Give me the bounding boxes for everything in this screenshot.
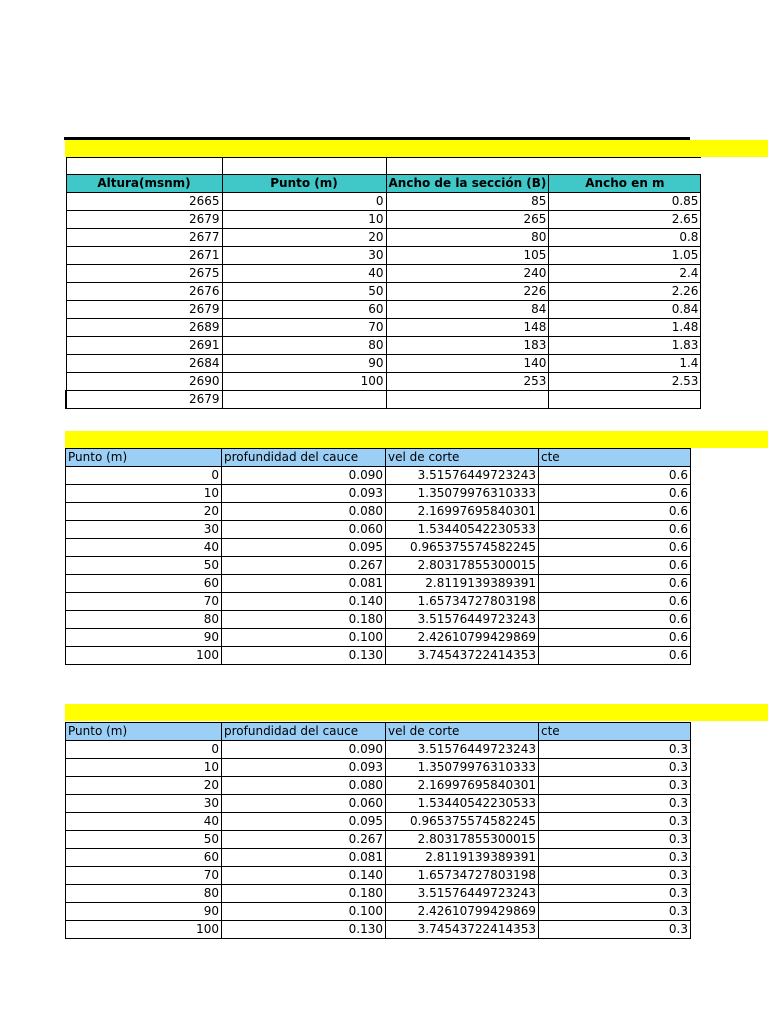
cell: 0.095 bbox=[222, 813, 386, 831]
cell: 10 bbox=[66, 485, 222, 503]
cell: 50 bbox=[66, 557, 222, 575]
cell: 2691 bbox=[66, 337, 222, 355]
table-row bbox=[66, 283, 701, 301]
table-row bbox=[66, 831, 691, 849]
cell: 2684 bbox=[66, 355, 222, 373]
cell: 2676 bbox=[66, 283, 222, 301]
cell: 2679 bbox=[66, 301, 222, 319]
blank-row bbox=[66, 158, 701, 175]
table-row bbox=[66, 593, 691, 611]
table-row bbox=[66, 795, 691, 813]
cell: 2675 bbox=[66, 265, 222, 283]
cell: 20 bbox=[66, 777, 222, 795]
cell: 0.100 bbox=[222, 629, 386, 647]
cell: 2.8119139389391 bbox=[386, 849, 539, 867]
cell: 30 bbox=[66, 521, 222, 539]
table-row bbox=[66, 557, 691, 575]
cell: 2.53 bbox=[549, 373, 701, 391]
cell: 0.3 bbox=[539, 741, 691, 759]
cell: 10 bbox=[222, 211, 386, 229]
cell: 3.51576449723243 bbox=[386, 741, 539, 759]
table-row bbox=[66, 355, 701, 373]
header-cell: Punto (m) bbox=[222, 175, 386, 193]
table-row bbox=[66, 503, 691, 521]
highlight-bar-2 bbox=[65, 431, 768, 448]
cell: 0.267 bbox=[222, 557, 386, 575]
table-row bbox=[66, 629, 691, 647]
cell: 60 bbox=[222, 301, 386, 319]
table-row bbox=[66, 647, 691, 665]
cell: 0.3 bbox=[539, 903, 691, 921]
cell: 0.140 bbox=[222, 593, 386, 611]
table-row bbox=[66, 885, 691, 903]
cell: 0.140 bbox=[222, 867, 386, 885]
header-cell: Ancho de la sección (B) bbox=[386, 175, 549, 193]
cell: 40 bbox=[222, 265, 386, 283]
header-row bbox=[66, 449, 691, 467]
cell: 0.6 bbox=[539, 539, 691, 557]
cell: 2.4 bbox=[549, 265, 701, 283]
table-row bbox=[66, 337, 701, 355]
table-vel-corte-03 bbox=[65, 722, 691, 939]
cell: 1.35079976310333 bbox=[386, 485, 539, 503]
cell: 0.080 bbox=[222, 777, 386, 795]
table-row bbox=[66, 229, 701, 247]
cell: 0.6 bbox=[539, 575, 691, 593]
cell: 3.74543722414353 bbox=[386, 647, 539, 665]
cell: 2690 bbox=[66, 373, 222, 391]
table-altura bbox=[65, 157, 701, 409]
header-cell: Ancho en m bbox=[549, 175, 701, 193]
cell: 2.16997695840301 bbox=[386, 777, 539, 795]
header-cell: vel de corte bbox=[386, 449, 539, 467]
cell: 1.53440542230533 bbox=[386, 521, 539, 539]
cell: 148 bbox=[386, 319, 549, 337]
cell: 0.080 bbox=[222, 503, 386, 521]
cell: 2.16997695840301 bbox=[386, 503, 539, 521]
cell: 10 bbox=[66, 759, 222, 777]
cell: 2677 bbox=[66, 229, 222, 247]
cell: 0.6 bbox=[539, 467, 691, 485]
cell: 50 bbox=[222, 283, 386, 301]
cell: 3.51576449723243 bbox=[386, 611, 539, 629]
cell: 0.180 bbox=[222, 611, 386, 629]
cell: 0.84 bbox=[549, 301, 701, 319]
cell: 1.65734727803198 bbox=[386, 593, 539, 611]
table-row bbox=[66, 759, 691, 777]
cell: 0.6 bbox=[539, 629, 691, 647]
table-row bbox=[66, 867, 691, 885]
table-row bbox=[66, 741, 691, 759]
cell: 2679 bbox=[66, 211, 222, 229]
table-row bbox=[66, 485, 691, 503]
table-body bbox=[66, 193, 701, 391]
cell: 0.6 bbox=[539, 647, 691, 665]
cell: 0.090 bbox=[222, 741, 386, 759]
cell: 100 bbox=[66, 921, 222, 939]
header-cell: profundidad del cauce bbox=[222, 723, 386, 741]
cell: 2665 bbox=[66, 193, 222, 211]
cell: 80 bbox=[386, 229, 549, 247]
cell: 0.3 bbox=[539, 831, 691, 849]
header-cell: Altura(msnm) bbox=[66, 175, 222, 193]
cell: 2.8119139389391 bbox=[386, 575, 539, 593]
cell: 0.3 bbox=[539, 885, 691, 903]
cell: 2689 bbox=[66, 319, 222, 337]
cell: 0.3 bbox=[539, 921, 691, 939]
cell: 0.100 bbox=[222, 903, 386, 921]
cell: 0.3 bbox=[539, 813, 691, 831]
cell: 1.65734727803198 bbox=[386, 867, 539, 885]
table-row bbox=[66, 247, 701, 265]
cell: 140 bbox=[386, 355, 549, 373]
cell: 50 bbox=[66, 831, 222, 849]
cell: 0.267 bbox=[222, 831, 386, 849]
cell: 105 bbox=[386, 247, 549, 265]
header-cell: Punto (m) bbox=[66, 449, 222, 467]
cell: 0.060 bbox=[222, 521, 386, 539]
cell: 2.65 bbox=[549, 211, 701, 229]
cell: 0.081 bbox=[222, 849, 386, 867]
highlight-bar-3 bbox=[65, 704, 768, 721]
cell: 0.3 bbox=[539, 759, 691, 777]
cell: 70 bbox=[66, 593, 222, 611]
cell: 0.6 bbox=[539, 485, 691, 503]
cell: 0.060 bbox=[222, 795, 386, 813]
cell: 70 bbox=[222, 319, 386, 337]
cell: 1.48 bbox=[549, 319, 701, 337]
cell: 1.35079976310333 bbox=[386, 759, 539, 777]
cell: 40 bbox=[66, 539, 222, 557]
cell: 85 bbox=[386, 193, 549, 211]
cell: 2671 bbox=[66, 247, 222, 265]
cell: 80 bbox=[66, 611, 222, 629]
header-cell: cte bbox=[539, 449, 691, 467]
cell: 1.05 bbox=[549, 247, 701, 265]
cell: 0.095 bbox=[222, 539, 386, 557]
cell: 3.51576449723243 bbox=[386, 467, 539, 485]
extra-row bbox=[66, 391, 701, 409]
cell: 3.74543722414353 bbox=[386, 921, 539, 939]
header-row bbox=[66, 175, 701, 193]
cell: 0.3 bbox=[539, 795, 691, 813]
cell: 0.090 bbox=[222, 467, 386, 485]
cell: 0.3 bbox=[539, 867, 691, 885]
cell: 80 bbox=[66, 885, 222, 903]
cell: 0.180 bbox=[222, 885, 386, 903]
table-row bbox=[66, 467, 691, 485]
cell: 183 bbox=[386, 337, 549, 355]
cell: 0.8 bbox=[549, 229, 701, 247]
header-cell: profundidad del cauce bbox=[222, 449, 386, 467]
header-cell: cte bbox=[539, 723, 691, 741]
cell: 0 bbox=[66, 741, 222, 759]
table-row bbox=[66, 777, 691, 795]
table-row bbox=[66, 373, 701, 391]
header-cell: Punto (m) bbox=[66, 723, 222, 741]
cell: 2.26 bbox=[549, 283, 701, 301]
table-row bbox=[66, 575, 691, 593]
cell: 20 bbox=[66, 503, 222, 521]
table-row bbox=[66, 193, 701, 211]
cell: 30 bbox=[66, 795, 222, 813]
cell: 80 bbox=[222, 337, 386, 355]
cell: 40 bbox=[66, 813, 222, 831]
cell: 3.51576449723243 bbox=[386, 885, 539, 903]
cell: 0.6 bbox=[539, 521, 691, 539]
cell: 0.093 bbox=[222, 759, 386, 777]
cell: 253 bbox=[386, 373, 549, 391]
cell: 2.80317855300015 bbox=[386, 831, 539, 849]
table-row bbox=[66, 265, 701, 283]
table-row bbox=[66, 611, 691, 629]
cell: 2679 bbox=[66, 391, 222, 409]
table-row bbox=[66, 319, 701, 337]
table-row bbox=[66, 539, 691, 557]
cell: 0.093 bbox=[222, 485, 386, 503]
cell: 0.130 bbox=[222, 921, 386, 939]
cell: 0.965375574582245 bbox=[386, 813, 539, 831]
cell: 1.4 bbox=[549, 355, 701, 373]
cell: 240 bbox=[386, 265, 549, 283]
table-vel-corte-06 bbox=[65, 448, 691, 665]
cell: 1.83 bbox=[549, 337, 701, 355]
cell: 265 bbox=[386, 211, 549, 229]
cell: 90 bbox=[66, 629, 222, 647]
table-row bbox=[66, 903, 691, 921]
table-row bbox=[66, 849, 691, 867]
cell: 0.3 bbox=[539, 777, 691, 795]
cell: 226 bbox=[386, 283, 549, 301]
cell: 2.42610799429869 bbox=[386, 903, 539, 921]
table-body bbox=[66, 741, 691, 939]
table-row bbox=[66, 921, 691, 939]
cell: 0.081 bbox=[222, 575, 386, 593]
cell: 0.6 bbox=[539, 557, 691, 575]
header-row bbox=[66, 723, 691, 741]
cell: 0.3 bbox=[539, 849, 691, 867]
header-cell: vel de corte bbox=[386, 723, 539, 741]
cell: 30 bbox=[222, 247, 386, 265]
table-row bbox=[66, 301, 701, 319]
table-row bbox=[66, 521, 691, 539]
cell: 0 bbox=[222, 193, 386, 211]
cell: 20 bbox=[222, 229, 386, 247]
cell: 90 bbox=[222, 355, 386, 373]
table-body bbox=[66, 467, 691, 665]
cell: 2.80317855300015 bbox=[386, 557, 539, 575]
cell: 100 bbox=[222, 373, 386, 391]
cell: 1.53440542230533 bbox=[386, 795, 539, 813]
cell: 0 bbox=[66, 467, 222, 485]
cell: 84 bbox=[386, 301, 549, 319]
cell: 60 bbox=[66, 849, 222, 867]
cell: 0.965375574582245 bbox=[386, 539, 539, 557]
table-row bbox=[66, 211, 701, 229]
cell: 0.85 bbox=[549, 193, 701, 211]
cell: 70 bbox=[66, 867, 222, 885]
table-row bbox=[66, 813, 691, 831]
cell: 0.130 bbox=[222, 647, 386, 665]
cell: 100 bbox=[66, 647, 222, 665]
highlight-bar-1 bbox=[65, 140, 768, 157]
cell: 60 bbox=[66, 575, 222, 593]
cell: 0.6 bbox=[539, 611, 691, 629]
cell: 2.42610799429869 bbox=[386, 629, 539, 647]
cell: 90 bbox=[66, 903, 222, 921]
cell: 0.6 bbox=[539, 593, 691, 611]
cell: 0.6 bbox=[539, 503, 691, 521]
